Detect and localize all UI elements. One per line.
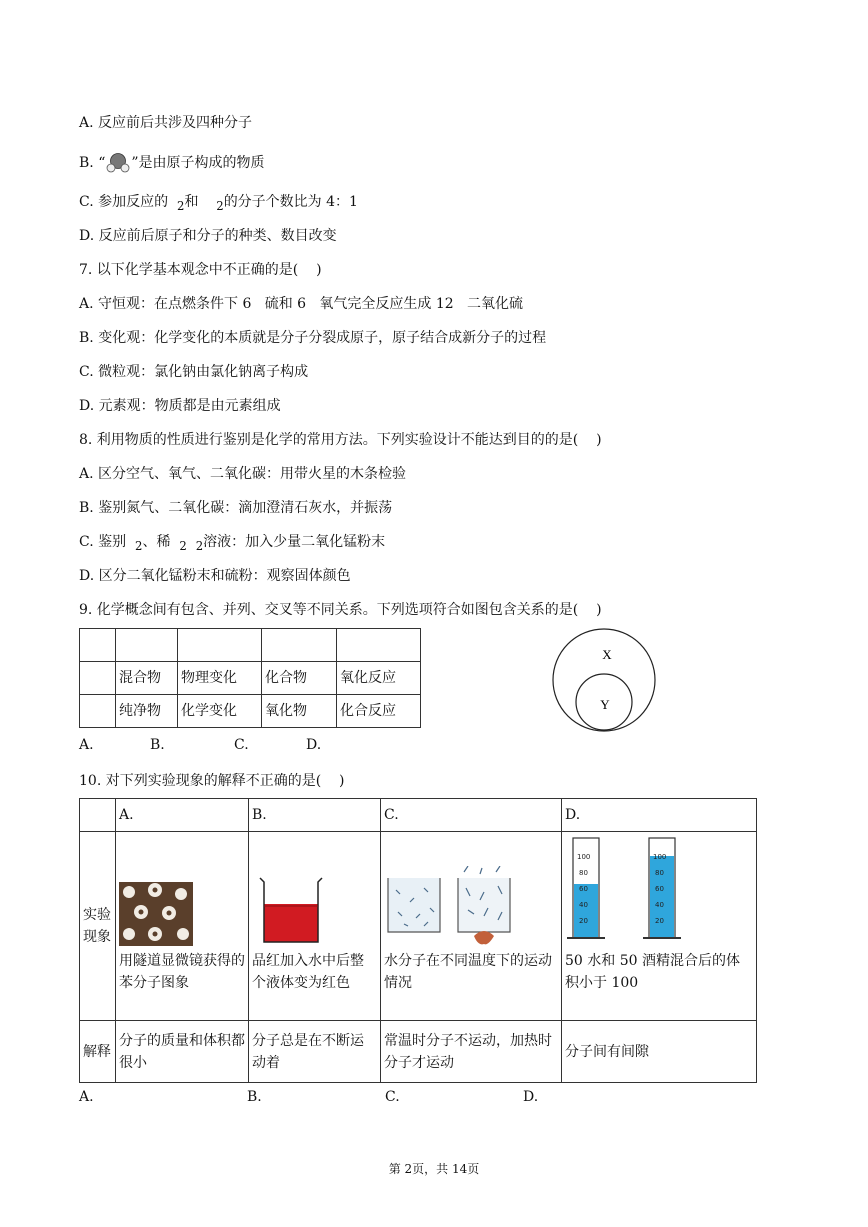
explanation-d: 分子间有间隙 xyxy=(562,1021,757,1083)
table-cell: 化合物 xyxy=(262,662,337,695)
table-cell: 混合物 xyxy=(116,662,178,695)
q8-option-a: A. 区分空气、氧气、二氧化碳：用带火星的木条检验 xyxy=(79,466,407,482)
explanation-a: 分子的质量和体积都很小 xyxy=(116,1021,249,1083)
q6-option-d: D. 反应前后原子和分子的种类、数目改变 xyxy=(79,228,337,244)
q7-option-d: D. 元素观：物质都是由元素组成 xyxy=(79,398,281,414)
q10-explanation-row xyxy=(80,1021,757,1083)
table-cell xyxy=(80,662,116,695)
table-cell: 化学变化 xyxy=(178,695,262,728)
col-head-d: D. xyxy=(562,799,757,832)
cyl-tick: 60 xyxy=(579,885,588,893)
q10-answer-c[interactable]: C. xyxy=(385,1089,400,1105)
q9-header-row xyxy=(80,629,421,662)
table-cell: 物理变化 xyxy=(178,662,262,695)
q8-option-c-sub2: 2 xyxy=(179,538,187,553)
phenomenon-b-text: 品红加入水中后整个液体变为红色 xyxy=(252,953,364,991)
q7-option-a: A. 守恒观：在点燃条件下 6 硫和 6 氧气完全反应生成 12 二氧化硫 xyxy=(79,296,524,312)
table-cell xyxy=(262,629,337,662)
benzene-image xyxy=(119,882,193,946)
table-cell xyxy=(337,629,421,662)
q6-option-c-sub2: 2 xyxy=(216,198,224,213)
q10-answer-d[interactable]: D. xyxy=(523,1089,539,1105)
q9-row-y xyxy=(80,695,421,728)
molecule-icon xyxy=(105,152,131,174)
q7-option-c: C. 微粒观：氯化钠由氯化钠离子构成 xyxy=(79,364,309,380)
col-head-c: C. xyxy=(381,799,562,832)
inclusion-diagram xyxy=(550,628,660,733)
q8-option-c-sub1: 2 xyxy=(135,538,143,553)
table-cell xyxy=(80,799,116,832)
q10-phenomena-row xyxy=(80,832,757,1021)
q9-stem: 9. 化学概念间有包含、并列、交叉等不同关系。下列选项符合如图包含关系的是( ) xyxy=(79,602,602,618)
cyl-tick: 100 xyxy=(577,853,591,861)
inner-label: Y xyxy=(600,697,610,712)
q9-answer-c[interactable]: C. xyxy=(234,737,249,753)
q8-option-b: B. 鉴别氮气、二氧化碳：滴加澄清石灰水，并振荡 xyxy=(79,500,393,516)
q10-table xyxy=(79,798,757,1083)
q9-answer-b[interactable]: B. xyxy=(150,737,165,753)
q9-row-x xyxy=(80,662,421,695)
q8-option-c-sub3: 2 xyxy=(195,538,204,553)
q9-answer-d[interactable]: D. xyxy=(306,737,322,753)
q7-stem: 7. 以下化学基本观念中不正确的是( ) xyxy=(79,262,322,278)
q10-answer-b[interactable]: B. xyxy=(247,1089,262,1105)
q6-option-c-text1: C. 参加反应的 xyxy=(79,194,169,210)
table-cell: 氧化物 xyxy=(262,695,337,728)
q6-option-b-post: ”是由原子构成的物质 xyxy=(131,155,265,171)
cyl-tick: 80 xyxy=(655,869,664,877)
q6-option-c-text3: 的分子个数比为 4：1 xyxy=(223,194,358,210)
page-footer: 第 2页，共 14页 xyxy=(388,1162,480,1176)
q8-option-c xyxy=(79,532,385,556)
q10-stem: 10. 对下列实验现象的解释不正确的是( ) xyxy=(79,773,345,789)
outer-circle xyxy=(553,629,655,731)
q10-answers xyxy=(79,1089,599,1109)
row-label-phenomena: 实验现象 xyxy=(80,832,116,1021)
q6-option-c xyxy=(79,192,358,216)
water-molecules-beakers-icon xyxy=(384,866,514,946)
phenomenon-b xyxy=(249,832,381,1021)
cyl-tick: 20 xyxy=(579,917,588,925)
explanation-c: 常温时分子不运动，加热时分子才运动 xyxy=(381,1021,562,1083)
table-cell: 化合反应 xyxy=(337,695,421,728)
q8-option-c-text2: 、稀 xyxy=(142,534,171,550)
q10-header-row xyxy=(80,799,757,832)
q8-option-d: D. 区分二氧化锰粉末和硫粉：观察固体颜色 xyxy=(79,568,351,584)
q6-option-c-text2: 和 xyxy=(184,194,199,210)
phenomenon-a xyxy=(116,832,249,1021)
graduated-cylinders-icon xyxy=(565,834,695,946)
q8-option-c-text3: 溶液：加入少量二氧化锰粉末 xyxy=(203,534,386,550)
q6-option-b-pre: B. “ xyxy=(79,155,106,171)
table-cell xyxy=(116,629,178,662)
cyl-tick: 40 xyxy=(655,901,664,909)
explanation-b: 分子总是在不断运动着 xyxy=(249,1021,381,1083)
table-cell xyxy=(80,695,116,728)
table-cell xyxy=(178,629,262,662)
q9-table xyxy=(79,628,421,728)
row-label-explanation: 解释 xyxy=(80,1021,116,1083)
cyl-tick: 60 xyxy=(655,885,664,893)
q6-option-a: A. 反应前后共涉及四种分子 xyxy=(79,115,253,131)
phenomenon-d xyxy=(562,832,757,1021)
cyl-tick: 80 xyxy=(579,869,588,877)
phenomenon-c xyxy=(381,832,562,1021)
q9-answers xyxy=(79,737,479,757)
q8-stem: 8. 利用物质的性质进行鉴别是化学的常用方法。下列实验设计不能达到目的的是( ) xyxy=(79,432,602,448)
table-cell: 氧化反应 xyxy=(337,662,421,695)
q6-option-c-sub1: 2 xyxy=(177,198,185,213)
col-head-b: B. xyxy=(249,799,381,832)
table-cell xyxy=(80,629,116,662)
cyl-tick: 20 xyxy=(655,917,664,925)
beaker-red-icon xyxy=(258,876,324,946)
q9-answer-a[interactable]: A. xyxy=(79,737,94,753)
outer-label: X xyxy=(602,647,612,662)
q8-option-c-text1: C. 鉴别 xyxy=(79,534,127,550)
phenomenon-c-text: 水分子在不同温度下的运动情况 xyxy=(384,953,552,991)
col-head-a: A. xyxy=(116,799,249,832)
cyl-tick: 100 xyxy=(653,853,667,861)
q10-answer-a[interactable]: A. xyxy=(79,1089,94,1105)
table-cell: 纯净物 xyxy=(116,695,178,728)
q7-option-b: B. 变化观：化学变化的本质就是分子分裂成原子，原子结合成新分子的过程 xyxy=(79,330,547,346)
phenomenon-d-text: 50 水和 50 酒精混合后的体积小于 100 xyxy=(565,953,740,991)
q6-option-b xyxy=(79,152,265,174)
cyl-tick: 40 xyxy=(579,901,588,909)
phenomenon-a-text: 用隧道显微镜获得的苯分子图象 xyxy=(119,953,245,991)
